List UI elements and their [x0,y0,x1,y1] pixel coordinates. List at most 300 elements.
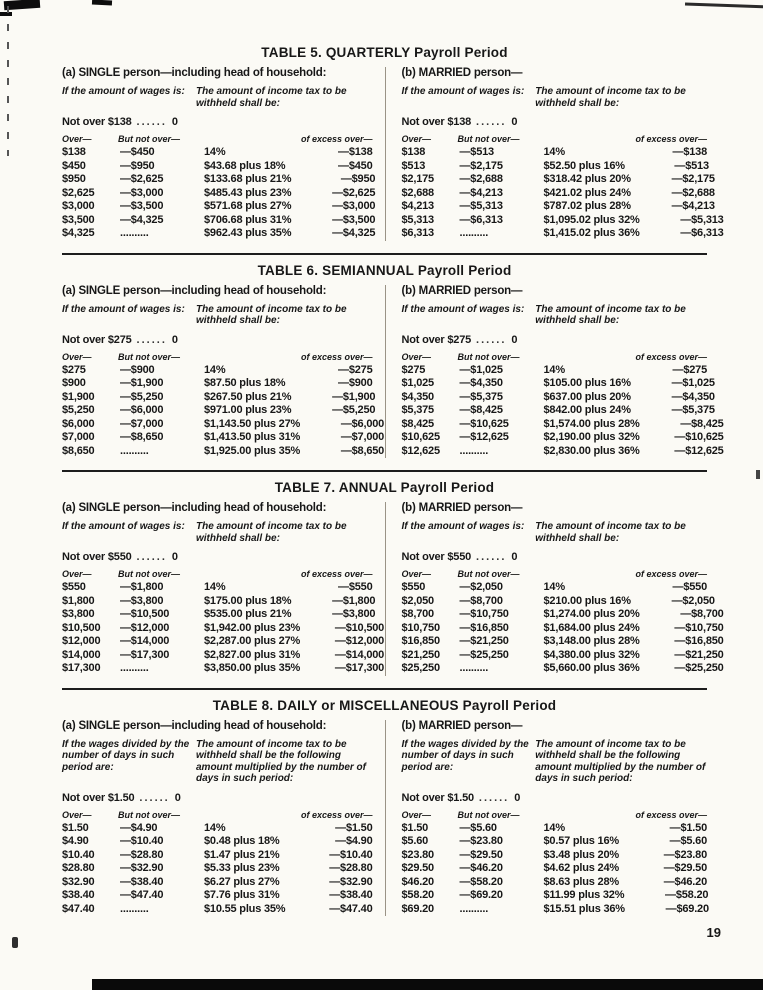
excess-over-value: —$2,175 [671,173,715,185]
tax-formula: $7.76 plus 31% [204,889,280,901]
bracket-row [401,444,724,459]
married-panel [385,67,724,241]
tax-formula: $842.00 plus 24% [543,404,631,416]
over-value: $138 [62,146,86,158]
tax-formula: 14% [543,146,565,158]
excess-over-value: —$6,313 [680,227,724,239]
over-value: $2,625 [62,186,95,199]
over-value: $3,500 [62,213,95,226]
tax-formula: $706.68 plus 31% [204,213,292,226]
excess-over-value: —$5,313 [680,213,724,226]
but-not-over-value: —$28.80 [120,848,164,861]
not-over-row [402,334,708,346]
description-row [402,86,708,109]
but-not-over-value: .......... [120,902,149,915]
over-column-header: Over— [401,809,432,820]
not-over-value: 0 [511,116,518,128]
excess-over-value: —$4,325 [332,227,376,239]
excess-over-value: —$513 [674,159,709,172]
bracket-row [402,849,708,863]
over-value: $950 [62,173,86,185]
over-value: $14,000 [62,648,101,661]
not-over-value: 0 [171,116,178,128]
column-headers [402,134,708,144]
tax-formula: 14% [543,821,565,834]
but-not-over-column-header: But not over— [118,809,180,820]
but-not-over-value: —$4,213 [459,186,503,199]
bracket-row [62,404,376,418]
tax-formula: $2,287.00 plus 27% [204,635,301,647]
not-over-value: 0 [174,791,181,804]
dot-leader: ...... [476,333,507,346]
dot-leader: ...... [136,116,167,128]
single-panel-heading: (a) SINGLE person—including head of household: [62,284,327,297]
over-value: $8,425 [401,417,434,430]
but-not-over-value: —$4.90 [120,821,158,834]
excess-over-value: —$16,850 [674,635,724,647]
scan-artifact [0,12,12,16]
not-over-value: 0 [171,333,178,346]
wages-label: If the amount of wages is: [401,86,525,97]
tax-formula: $1,415.02 plus 36% [543,227,640,239]
not-over-row [402,116,708,128]
column-headers [402,810,708,820]
bracket-row [402,160,708,174]
bracket-row [62,364,373,378]
but-not-over-value: —$5,375 [459,390,503,403]
not-over-value: 0 [514,791,521,804]
excess-over-value: —$28.80 [329,862,373,874]
dot-leader: ...... [476,116,507,128]
table-title: TABLE 7. ANNUAL Payroll Period [274,480,495,495]
description-row [402,304,708,327]
bracket-row [62,227,376,241]
excess-over-value: —$10.40 [329,848,373,861]
not-over-value: 0 [171,551,178,563]
dot-leader: ...... [139,791,170,804]
payroll-table [62,688,707,925]
over-value: $5.60 [401,835,429,847]
but-not-over-value: —$3,000 [120,186,164,199]
but-not-over-value: —$29.50 [459,848,503,861]
tax-formula: $318.42 plus 20% [543,173,631,185]
but-not-over-column-header: But not over— [118,134,180,144]
over-value: $32.90 [62,875,95,888]
single-panel [62,285,385,459]
tax-formula: $5.33 plus 23% [204,862,280,874]
bracket-row [401,608,724,622]
excess-over-value: —$4.90 [335,835,373,847]
tax-formula: $4,380.00 plus 32% [543,648,640,661]
but-not-over-value: .......... [120,662,149,674]
but-not-over-value: —$12,625 [459,431,509,443]
over-value: $1,025 [401,377,434,389]
tax-formula: $1,274.00 plus 20% [543,608,640,620]
excess-over-value: —$2,625 [332,186,376,199]
not-over-label: Not over $550 [62,551,132,563]
over-value: $275 [401,363,426,376]
excess-over-value: —$5,375 [671,404,715,416]
tax-formula: 14% [543,581,565,593]
payroll-table [62,470,724,684]
over-value: $29.50 [401,862,434,874]
tax-formula: 14% [204,581,226,593]
but-not-over-value: —$6,313 [459,213,503,226]
tax-formula: $4.62 plus 24% [543,862,619,874]
married-panel-heading: (b) MARRIED person— [401,502,523,514]
bracket-row [401,390,715,405]
over-value: $23.80 [401,848,434,861]
excess-over-value: —$7,000 [340,431,385,443]
but-not-over-value: —$950 [120,159,155,172]
but-not-over-value: —$5,313 [459,200,503,212]
table-panels [62,720,707,917]
bracket-row [62,822,373,836]
bracket-row [402,862,708,876]
bracket-row [401,648,724,663]
not-over-value: 0 [511,551,518,563]
bracket-row [62,444,385,459]
of-excess-over-column-header: of excess over— [635,134,707,144]
tax-formula: $2,827.00 plus 31% [204,648,301,661]
tax-formula: $105.00 plus 16% [543,377,631,389]
tax-formula: $5,660.00 plus 36% [543,662,640,674]
not-over-value: 0 [511,333,518,346]
excess-over-value: —$4,213 [671,200,715,212]
bracket-rows [62,822,373,917]
bracket-row [401,200,715,214]
over-column-header: Over— [401,351,432,362]
not-over-row [62,334,373,346]
bracket-rows [401,146,724,241]
but-not-over-value: —$14,000 [120,635,170,647]
but-not-over-value: —$900 [120,363,155,376]
tax-label: The amount of income tax to be withheld shall be the following amount multiplied by the number of days in such period: [535,738,706,784]
excess-over-value: —$1,800 [332,594,376,607]
scan-artifact [7,6,9,156]
not-over-row [62,792,373,804]
scan-artifact [4,0,41,10]
bracket-row [62,417,385,432]
over-column-header: Over— [62,134,92,144]
but-not-over-column-header: But not over— [457,809,520,820]
bracket-rows [402,822,708,917]
excess-over-value: —$8,425 [680,417,724,430]
but-not-over-value: —$46.20 [459,862,503,874]
scan-artifact [12,937,18,948]
but-not-over-value: —$1,025 [459,363,503,376]
but-not-over-value: —$6,000 [120,404,164,416]
bracket-row [62,213,376,228]
over-value: $8,700 [401,608,434,620]
payroll-table [62,40,724,249]
but-not-over-value: —$21,250 [459,635,509,647]
bracket-row [402,822,708,836]
over-value: $550 [401,581,426,593]
bracket-rows [62,363,385,459]
description-row [62,521,373,544]
tax-formula: $1,095.02 plus 32% [543,213,640,226]
bracket-row [62,608,376,622]
excess-over-value: —$14,000 [334,648,385,661]
not-over-row [402,792,708,804]
table-panels [62,284,724,459]
wages-label: If the amount of wages is: [401,521,525,532]
page-number: 19 [706,925,721,940]
excess-over-value: —$138 [338,146,373,158]
wages-label: If the amount of wages is: [62,303,185,315]
over-column-header: Over— [62,809,92,820]
over-value: $450 [62,159,86,172]
over-value: $3,800 [62,608,95,620]
but-not-over-value: —$513 [459,146,494,158]
tax-label: The amount of income tax to be withheld shall be: [196,303,347,326]
bracket-rows [62,146,376,241]
over-value: $47.40 [62,902,95,915]
over-value: $513 [401,159,426,172]
table-title: TABLE 6. SEMIANNUAL Payroll Period [257,262,512,278]
but-not-over-value: .......... [120,444,149,457]
bracket-row [402,903,708,917]
tax-formula: $8.63 plus 28% [543,875,619,888]
excess-over-value: —$23.80 [663,848,707,861]
excess-over-value: —$2,050 [671,594,715,607]
of-excess-over-column-header: of excess over— [635,351,707,362]
excess-over-value: —$25,250 [674,662,724,674]
bracket-rows [62,581,385,676]
but-not-over-value: —$25,250 [459,648,509,661]
tax-formula: $1,413.50 plus 31% [204,431,301,443]
tax-tables-container [62,40,724,924]
of-excess-over-column-header: of excess over— [300,134,373,144]
over-column-header: Over— [401,134,432,144]
excess-over-value: —$1,900 [332,390,376,403]
tax-formula: $175.00 plus 18% [204,594,292,607]
over-value: $4,213 [401,200,434,212]
tax-formula: $133.68 plus 21% [204,173,292,185]
but-not-over-value: .......... [459,227,489,239]
tax-label: The amount of income tax to be withheld shall be: [535,303,686,326]
but-not-over-value: —$2,175 [459,159,503,172]
but-not-over-value: —$69.20 [459,889,503,901]
over-value: $10,500 [62,621,101,634]
tax-formula: $962.43 plus 35% [204,227,292,239]
over-value: $2,175 [401,173,434,185]
tax-formula: $87.50 plus 18% [204,377,286,389]
but-not-over-column-header: But not over— [457,351,520,362]
column-headers [62,810,373,820]
table-panels [62,502,724,676]
bracket-row [401,621,724,636]
but-not-over-value: —$1,800 [120,581,164,593]
but-not-over-value: —$2,688 [459,173,503,185]
description-row [62,86,373,109]
but-not-over-value: —$3,500 [120,200,164,212]
bracket-row [401,227,724,241]
description-row [402,521,708,544]
dot-leader: ...... [478,791,510,804]
wages-label: If the wages divided by the number of days in such period are: [401,738,529,773]
tax-formula: $535.00 plus 21% [204,608,292,620]
excess-over-value: —$3,500 [332,213,376,226]
bracket-row [62,594,376,609]
bracket-row [62,635,385,649]
over-column-header: Over— [62,351,92,362]
but-not-over-value: —$4,350 [459,377,503,389]
dot-leader: ...... [136,333,167,346]
tax-formula: $1.47 plus 21% [204,848,280,861]
but-not-over-value: .......... [459,902,489,915]
bracket-row [402,835,708,849]
bracket-row [62,876,373,890]
excess-over-value: —$3,000 [332,200,376,212]
excess-over-value: —$275 [672,363,707,376]
bracket-row [402,889,708,903]
tax-formula: 14% [204,146,226,158]
over-value: $8,650 [62,444,95,457]
scan-artifact [92,979,763,990]
table-title: TABLE 5. QUARTERLY Payroll Period [261,45,508,60]
excess-over-value: —$17,300 [334,662,385,674]
excess-over-value: —$69.20 [665,902,709,915]
married-panel-heading: (b) MARRIED person— [401,67,523,79]
but-not-over-value: —$3,800 [120,594,164,607]
bracket-row [62,146,373,160]
but-not-over-value: —$10.40 [120,835,164,847]
bracket-row [62,160,373,174]
over-value: $69.20 [401,902,434,915]
over-value: $275 [62,363,86,376]
bracket-row [62,862,373,876]
over-value: $900 [62,377,86,389]
over-value: $17,300 [62,662,101,674]
of-excess-over-column-header: of excess over— [300,569,373,579]
over-value: $5,313 [401,213,434,226]
column-headers [62,569,373,579]
wages-label: If the amount of wages is: [401,303,525,315]
of-excess-over-column-header: of excess over— [300,351,373,362]
bracket-row [401,186,715,201]
excess-over-value: —$6,000 [340,417,385,430]
over-value: $12,000 [62,635,101,647]
but-not-over-column-header: But not over— [118,569,180,579]
scan-artifact [685,3,763,9]
over-value: $25,250 [401,662,440,674]
over-value: $10,750 [401,621,440,634]
tax-formula: 14% [204,821,226,834]
excess-over-value: —$12,625 [674,444,724,457]
not-over-row [62,551,373,563]
description-row [62,739,373,785]
married-panel-heading: (b) MARRIED person— [401,284,523,297]
table-panels [62,67,724,241]
over-value: $46.20 [401,875,434,888]
tax-formula: $2,830.00 plus 36% [543,444,640,457]
excess-over-value: —$10,500 [334,621,385,634]
bracket-row [401,662,724,676]
tax-label: The amount of income tax to be withheld shall be the following amount multiplied by the number of days in such period: [196,738,366,784]
tax-formula: $637.00 plus 20% [543,390,631,403]
excess-over-value: —$8,650 [340,444,385,457]
not-over-row [62,116,373,128]
tax-formula: $267.50 plus 21% [204,390,292,403]
over-value: $5,250 [62,404,95,416]
tax-formula: $2,190.00 plus 32% [543,431,640,443]
tax-formula: $787.02 plus 28% [543,200,631,212]
but-not-over-value: —$38.40 [120,875,164,888]
bracket-row [62,648,385,663]
but-not-over-value: —$4,325 [120,213,164,226]
over-value: $1.50 [62,821,89,834]
married-panel [385,502,724,676]
but-not-over-value: —$450 [120,146,155,158]
tax-formula: $971.00 plus 23% [204,404,292,416]
tax-formula: $210.00 plus 16% [543,594,631,607]
over-value: $58.20 [401,889,434,901]
over-value: $16,850 [401,635,440,647]
excess-over-value: —$58.20 [665,889,709,901]
over-value: $12,625 [401,444,440,457]
but-not-over-value: —$2,625 [120,173,164,185]
over-value: $3,000 [62,200,95,212]
over-value: $2,688 [401,186,434,199]
wages-label: If the amount of wages is: [62,521,185,532]
column-headers [62,134,373,144]
over-value: $138 [401,146,426,158]
tax-label: The amount of income tax to be withheld shall be: [196,86,347,109]
bracket-row [401,404,715,418]
single-panel [62,502,385,676]
excess-over-value: —$21,250 [674,648,724,661]
excess-over-value: —$32.90 [329,875,373,888]
bracket-row [402,364,708,378]
tax-formula: 14% [204,363,226,376]
scan-artifact [756,470,760,479]
but-not-over-column-header: But not over— [457,569,520,579]
tax-formula: $1,143.50 plus 27% [204,417,301,430]
tax-formula: $10.55 plus 35% [204,902,286,915]
over-value: $28.80 [62,862,95,874]
but-not-over-value: —$1,900 [120,377,164,389]
excess-over-value: —$10,750 [674,621,724,634]
excess-over-value: —$1.50 [669,821,707,834]
single-panel-heading: (a) SINGLE person—including head of household: [62,719,327,732]
bracket-row [62,581,373,595]
tax-formula: $421.02 plus 24% [543,186,631,199]
bracket-row [401,431,724,445]
not-over-label: Not over $138 [62,116,132,128]
tax-formula: $3,850.00 plus 35% [204,662,301,674]
excess-over-value: —$46.20 [663,875,707,888]
table-title: TABLE 8. DAILY or MISCELLANEOUS Payroll Period [212,697,557,713]
wages-label: If the wages divided by the number of days in such period are: [62,738,190,773]
over-value: $10,625 [401,431,440,443]
payroll-table [62,253,724,467]
bracket-row [401,417,724,432]
tax-formula: $485.43 plus 23% [204,186,292,199]
but-not-over-value: —$32.90 [120,862,164,874]
not-over-label: Not over $138 [401,116,472,128]
bracket-row [401,635,724,649]
of-excess-over-column-header: of excess over— [300,809,373,820]
not-over-row [402,551,708,563]
over-column-header: Over— [401,569,432,579]
excess-over-value: —$138 [672,146,707,158]
single-panel [62,720,385,917]
bracket-row [62,662,385,676]
bracket-row [62,431,385,445]
of-excess-over-column-header: of excess over— [635,569,707,579]
